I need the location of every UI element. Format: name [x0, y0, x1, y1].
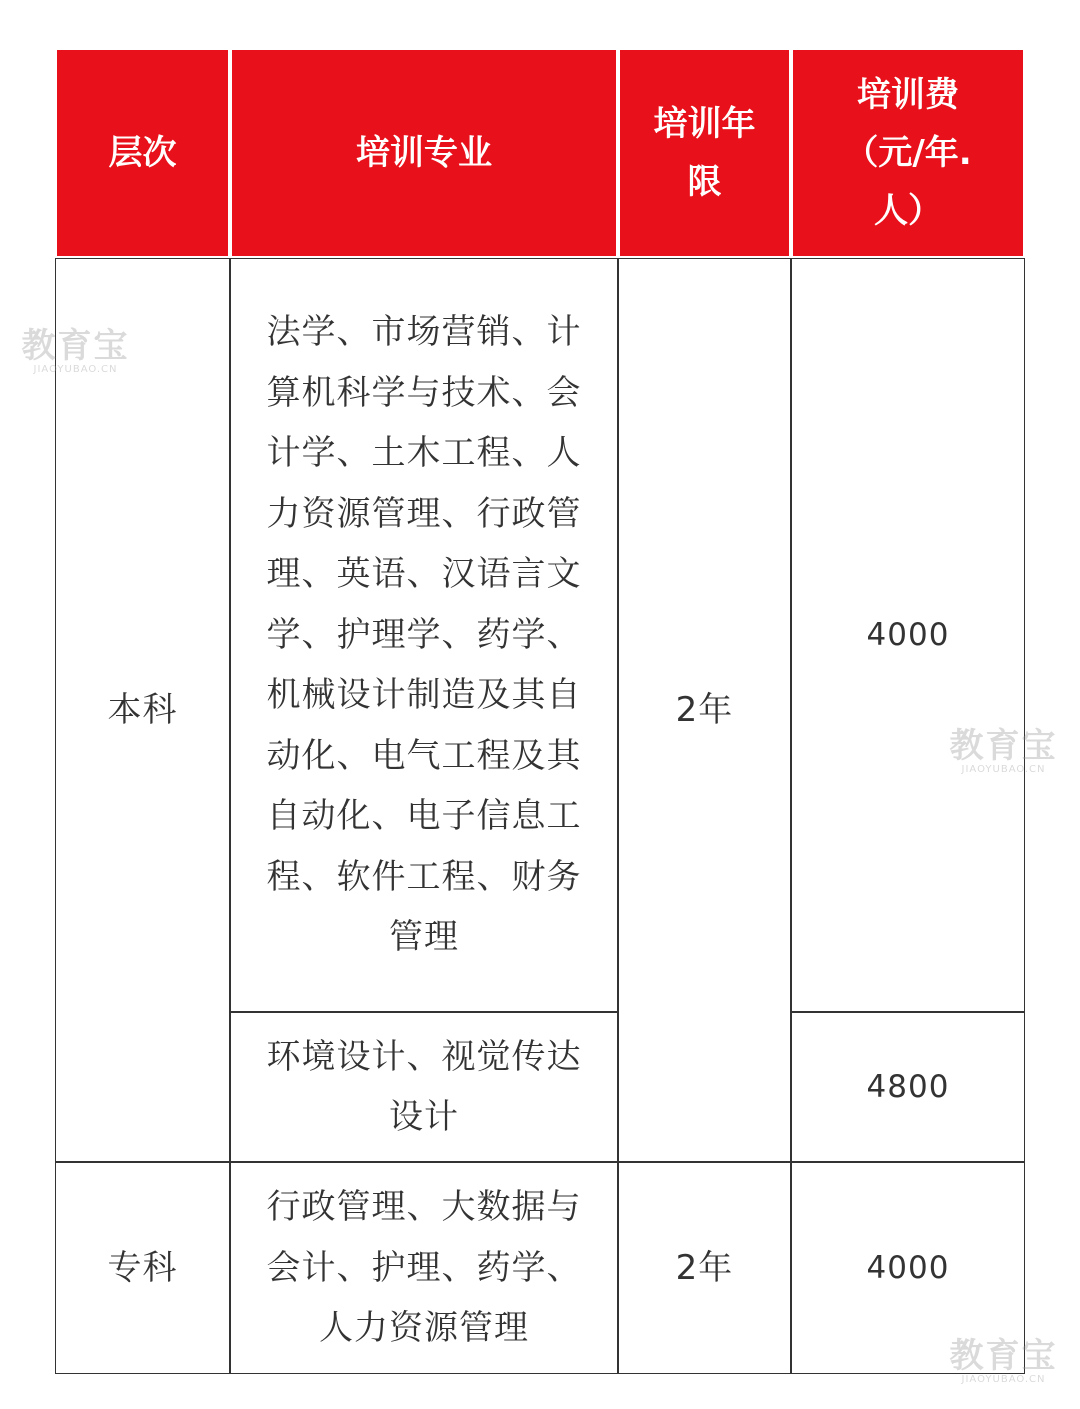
fee-associate — [791, 1162, 1025, 1374]
majors-associate-text: 行政管理、大数据与会计、护理、药学、人力资源管理 — [266, 1187, 582, 1349]
header-major — [230, 48, 618, 258]
watermark-logo-sub: JIAOYUBAO.CN — [961, 1374, 1046, 1385]
watermark-logo-text: 教育宝 — [949, 726, 1058, 766]
majors-bachelor-group-1 — [230, 258, 618, 1012]
header-fee-line-1: 培训费 — [857, 75, 959, 115]
header-level-label: 层次 — [108, 133, 177, 173]
fee-bachelor-group-2 — [791, 1012, 1025, 1162]
level-associate-text: 专科 — [107, 1247, 178, 1288]
fee-bachelor-group-1-text: 4000 — [866, 616, 950, 653]
majors-bachelor-group-1-text: 法学、市场营销、计算机科学与技术、会计学、土木工程、人力资源管理、行政管理、英语、汉语言文学、护理学、药学、机械设计制造及其自动化、电气工程及其自动化、电子信息工程、软件工程、财务管理 — [266, 312, 582, 958]
watermark-logo-text: 教育宝 — [21, 326, 130, 366]
watermark-logo-sub: JIAOYUBAO.CN — [33, 364, 118, 375]
majors-bachelor-group-2 — [230, 1012, 618, 1162]
watermark-logo-sub: JIAOYUBAO.CN — [961, 764, 1046, 775]
fee-bachelor-group-2-text: 4800 — [866, 1068, 950, 1105]
header-level — [55, 48, 230, 258]
years-bachelor — [618, 258, 791, 1162]
years-associate — [618, 1162, 791, 1374]
header-fee-line-3: 人） — [874, 191, 942, 231]
majors-bachelor-group-2-text: 环境设计、视觉传达设计 — [266, 1036, 582, 1137]
header-fee-line-2: （元/年. — [844, 133, 972, 173]
years-associate-text: 2年 — [675, 1247, 734, 1288]
fee-bachelor-group-1 — [791, 258, 1025, 1012]
majors-associate — [230, 1162, 618, 1374]
header-years — [618, 48, 791, 258]
header-years-line-1: 培训年 — [653, 104, 756, 144]
header-major-label: 培训专业 — [356, 133, 492, 173]
header-fee — [791, 48, 1025, 258]
level-associate — [55, 1162, 230, 1374]
level-bachelor — [55, 258, 230, 1162]
tuition-table — [55, 48, 1025, 1374]
years-bachelor-text: 2年 — [675, 689, 734, 730]
watermark-logo-text: 教育宝 — [949, 1336, 1058, 1376]
fee-associate-text: 4000 — [866, 1249, 950, 1286]
level-bachelor-text: 本科 — [107, 689, 178, 730]
header-years-line-2: 限 — [687, 162, 722, 202]
